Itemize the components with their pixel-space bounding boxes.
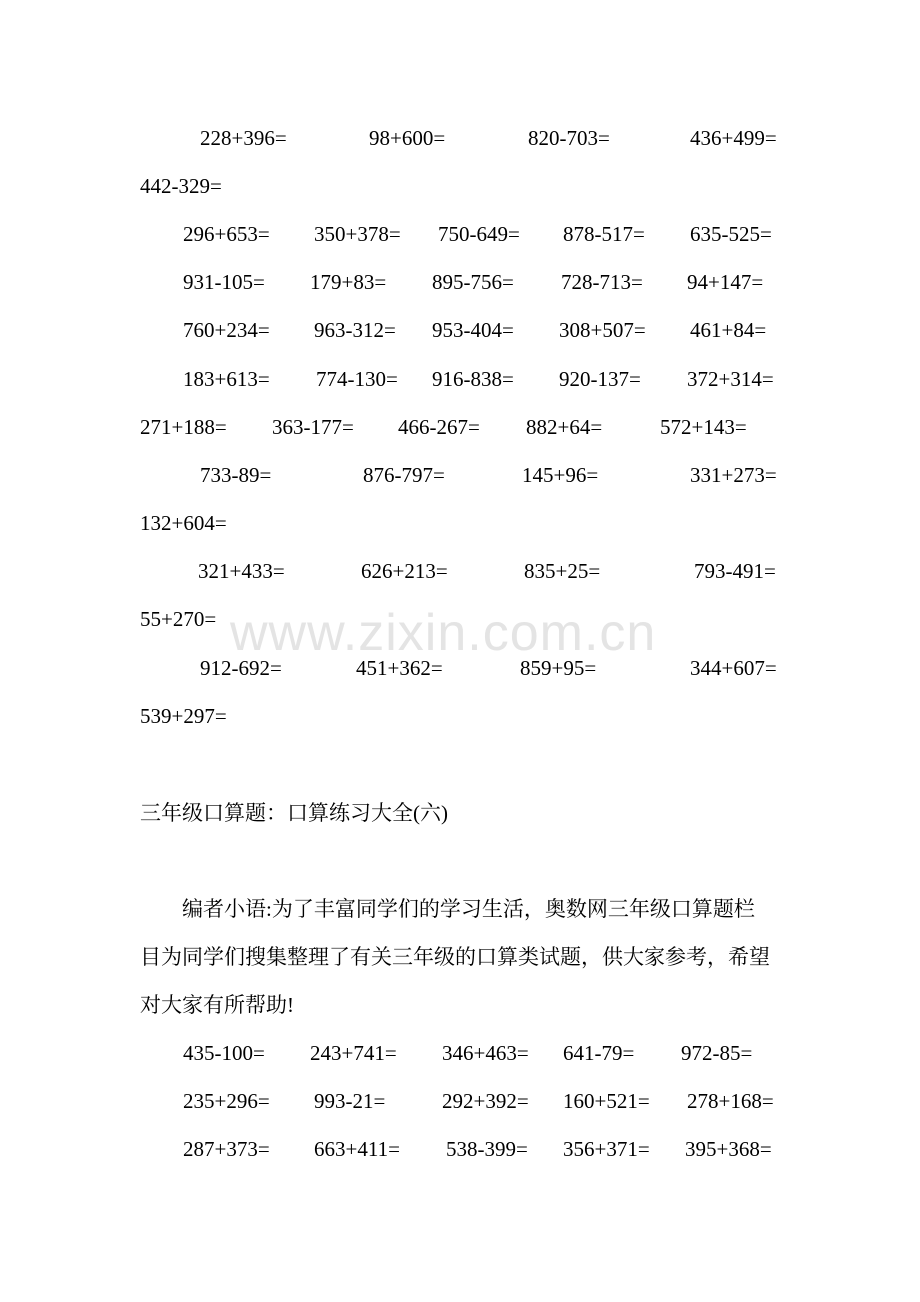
exercise-item: 287+373= <box>183 1137 270 1161</box>
exercise-item: 572+143= <box>660 415 747 439</box>
exercise-item: 882+64= <box>526 415 603 439</box>
exercise-item: 626+213= <box>361 559 448 583</box>
exercise-item: 635-525= <box>690 222 772 246</box>
exercise-item: 350+378= <box>314 222 401 246</box>
exercise-item: 183+613= <box>183 367 270 391</box>
exercise-item: 132+604= <box>140 511 227 535</box>
exercise-item: 993-21= <box>314 1089 386 1113</box>
exercise-item: 179+83= <box>310 270 387 294</box>
exercise-item: 235+296= <box>183 1089 270 1113</box>
exercise-item: 876-797= <box>363 463 445 487</box>
exercise-item: 466-267= <box>398 415 480 439</box>
exercise-item: 296+653= <box>183 222 270 246</box>
exercise-item: 356+371= <box>563 1137 650 1161</box>
exercise-item: 271+188= <box>140 415 227 439</box>
exercise-item: 920-137= <box>559 367 641 391</box>
exercise-item: 733-89= <box>200 463 272 487</box>
exercise-item: 55+270= <box>140 607 217 631</box>
exercise-item: 539+297= <box>140 704 227 728</box>
exercise-item: 895-756= <box>432 270 514 294</box>
exercise-item: 774-130= <box>316 367 398 391</box>
exercise-item: 436+499= <box>690 126 777 150</box>
exercise-item: 372+314= <box>687 367 774 391</box>
exercise-item: 145+96= <box>522 463 599 487</box>
intro-line: 对大家有所帮助! <box>140 993 294 1017</box>
intro-line: 目为同学们搜集整理了有关三年级的口算类试题，供大家参考，希望 <box>140 945 770 969</box>
exercise-item: 953-404= <box>432 318 514 342</box>
exercise-item: 931-105= <box>183 270 265 294</box>
exercise-item: 94+147= <box>687 270 764 294</box>
exercise-item: 321+433= <box>198 559 285 583</box>
exercise-item: 344+607= <box>690 656 777 680</box>
exercise-item: 538-399= <box>446 1137 528 1161</box>
exercise-item: 331+273= <box>690 463 777 487</box>
exercise-item: 728-713= <box>561 270 643 294</box>
exercise-item: 793-491= <box>694 559 776 583</box>
exercise-item: 346+463= <box>442 1041 529 1065</box>
exercise-item: 308+507= <box>559 318 646 342</box>
exercise-item: 442-329= <box>140 174 222 198</box>
intro-line: 编者小语:为了丰富同学们的学习生活，奥数网三年级口算题栏 <box>182 897 755 921</box>
exercise-item: 160+521= <box>563 1089 650 1113</box>
exercise-item: 820-703= <box>528 126 610 150</box>
exercise-item: 912-692= <box>200 656 282 680</box>
watermark: www.zixin.com.cn <box>230 604 657 662</box>
exercise-item: 972-85= <box>681 1041 753 1065</box>
exercise-item: 859+95= <box>520 656 597 680</box>
exercise-item: 916-838= <box>432 367 514 391</box>
exercise-item: 760+234= <box>183 318 270 342</box>
exercise-item: 461+84= <box>690 318 767 342</box>
exercise-item: 835+25= <box>524 559 601 583</box>
section-title: 三年级口算题：口算练习大全(六) <box>140 801 448 825</box>
exercise-item: 963-312= <box>314 318 396 342</box>
exercise-item: 98+600= <box>369 126 446 150</box>
exercise-item: 278+168= <box>687 1089 774 1113</box>
exercise-item: 243+741= <box>310 1041 397 1065</box>
exercise-item: 451+362= <box>356 656 443 680</box>
exercise-item: 228+396= <box>200 126 287 150</box>
exercise-item: 292+392= <box>442 1089 529 1113</box>
exercise-item: 878-517= <box>563 222 645 246</box>
exercise-item: 750-649= <box>438 222 520 246</box>
exercise-item: 663+411= <box>314 1137 400 1161</box>
exercise-item: 641-79= <box>563 1041 635 1065</box>
exercise-item: 435-100= <box>183 1041 265 1065</box>
exercise-item: 363-177= <box>272 415 354 439</box>
exercise-item: 395+368= <box>685 1137 772 1161</box>
